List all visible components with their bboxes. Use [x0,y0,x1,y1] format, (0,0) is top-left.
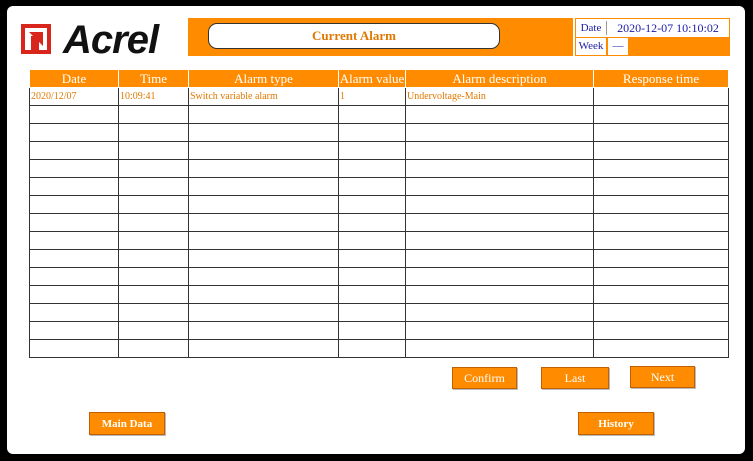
table-cell [594,268,729,286]
table-cell [119,106,189,124]
table-cell [406,340,594,358]
table-row[interactable] [30,106,729,124]
table-cell [406,232,594,250]
table-cell [594,232,729,250]
table-cell: 10:09:41 [119,88,189,106]
table-cell [189,160,339,178]
table-cell [406,322,594,340]
table-cell [339,340,406,358]
alarm-table [29,69,729,358]
table-row[interactable] [30,232,729,250]
table-cell [406,106,594,124]
table-cell [339,322,406,340]
table-cell [594,178,729,196]
table-cell [406,268,594,286]
table-cell [406,124,594,142]
table-cell: 2020/12/07 [30,88,119,106]
acrel-logo-icon [21,22,57,58]
table-row[interactable] [30,268,729,286]
table-cell [189,106,339,124]
table-cell [119,196,189,214]
table-cell [119,322,189,340]
title-bar [188,18,573,56]
table-cell [119,268,189,286]
main-data-label: Main Data [101,417,153,430]
table-cell [189,304,339,322]
table-cell [189,178,339,196]
column-header: Response time [594,70,729,88]
history-button[interactable] [578,412,654,435]
table-row[interactable] [30,142,729,160]
table-cell [119,304,189,322]
table-cell [406,142,594,160]
table-cell [594,214,729,232]
alarm-table-body [30,88,729,358]
table-cell [406,178,594,196]
table-cell [339,232,406,250]
table-cell [30,232,119,250]
column-header: Alarm value [339,70,405,86]
table-cell [189,232,339,250]
last-label: Last [564,370,586,385]
table-cell: Switch variable alarm [189,88,339,106]
table-cell [406,304,594,322]
table-cell [189,322,339,340]
table-cell [119,232,189,250]
confirm-label: Confirm [464,370,505,385]
table-row[interactable] [30,88,729,106]
table-cell [594,286,729,304]
table-cell [189,250,339,268]
date-row [576,19,729,37]
table-cell [594,196,729,214]
table-cell [189,124,339,142]
table-cell [189,214,339,232]
table-cell [189,142,339,160]
table-cell [594,106,729,124]
table-cell [339,142,406,160]
table-cell [189,286,339,304]
table-cell [594,124,729,142]
next-button[interactable] [630,366,695,388]
table-row[interactable] [30,286,729,304]
date-value: 2020-12-07 10:10:02 [617,20,719,35]
table-row[interactable] [30,178,729,196]
table-cell [339,160,406,178]
table-row[interactable] [30,304,729,322]
week-row [576,38,729,55]
column-header: Date [30,70,119,88]
table-cell [339,214,406,232]
table-row[interactable] [30,160,729,178]
table-cell [339,286,406,304]
table-row[interactable] [30,214,729,232]
table-cell [339,124,406,142]
table-row[interactable] [30,124,729,142]
table-cell [30,340,119,358]
last-button[interactable] [541,367,609,389]
column-header: Alarm description [406,70,594,88]
table-cell [594,142,729,160]
table-cell [30,106,119,124]
table-cell [119,286,189,304]
next-label: Next [650,369,675,384]
table-cell [119,250,189,268]
datetime-panel [575,18,730,56]
table-cell [339,268,406,286]
table-cell [406,160,594,178]
table-row[interactable] [30,196,729,214]
week-value: — [608,38,628,55]
table-cell: 1 [339,88,406,106]
table-cell [339,178,406,196]
page-title: Current Alarm [208,23,500,49]
table-cell [406,214,594,232]
table-cell [594,88,729,106]
table-cell [339,106,406,124]
brand-name: Acrel [63,18,159,62]
date-label: Date [580,22,602,34]
table-row[interactable] [30,250,729,268]
table-cell [30,214,119,232]
table-cell [30,124,119,142]
table-cell [30,322,119,340]
table-cell [406,196,594,214]
table-cell [406,286,594,304]
table-cell [406,250,594,268]
table-cell [30,142,119,160]
table-cell [119,142,189,160]
table-row[interactable] [30,340,729,358]
confirm-button[interactable] [452,367,517,389]
table-cell [30,268,119,286]
table-cell [594,304,729,322]
table-cell [594,160,729,178]
table-cell [189,196,339,214]
table-cell [339,250,406,268]
alarm-table-header [30,70,729,88]
table-cell [30,196,119,214]
table-cell [30,286,119,304]
table-cell [119,124,189,142]
table-cell [189,268,339,286]
table-cell [119,160,189,178]
history-label: History [598,417,634,430]
table-row[interactable] [30,322,729,340]
table-cell [30,178,119,196]
hmi-screen [7,6,745,454]
table-cell: Undervoltage-Main [406,88,594,106]
week-label: Week [576,38,606,55]
table-cell [119,340,189,358]
table-cell [594,340,729,358]
table-cell [594,250,729,268]
table-cell [119,214,189,232]
column-header: Time [119,70,189,88]
brand-logo [21,16,181,64]
table-cell [30,304,119,322]
main-data-button[interactable] [89,412,165,435]
table-cell [339,304,406,322]
table-cell [30,160,119,178]
table-cell [594,322,729,340]
table-cell [189,340,339,358]
table-cell [339,196,406,214]
table-cell [30,250,119,268]
column-header: Alarm type [189,70,339,88]
table-cell [119,178,189,196]
